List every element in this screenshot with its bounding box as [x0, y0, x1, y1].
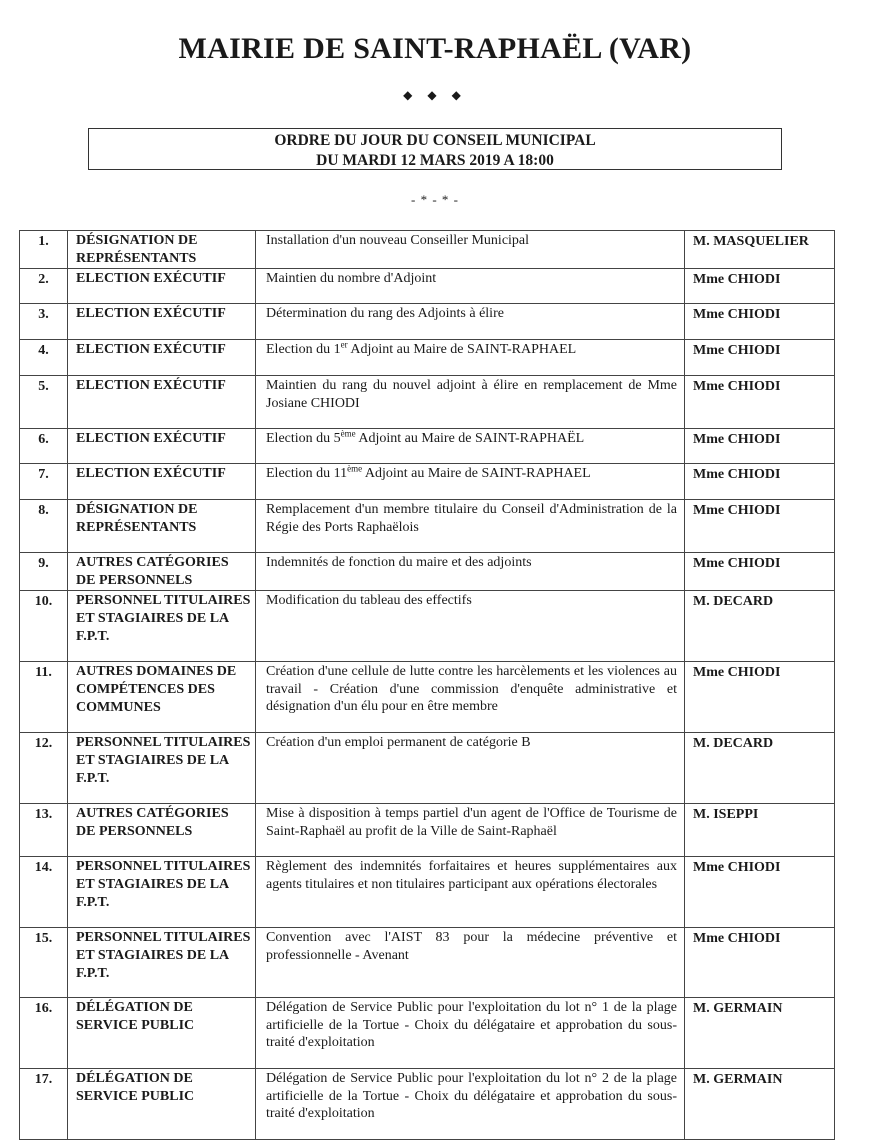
- item-subject: [256, 340, 685, 376]
- item-category: ELECTION EXÉCUTIF: [68, 304, 256, 340]
- table-row: [20, 553, 835, 591]
- item-category: DÉLÉGATION DE SERVICE PUBLIC: [68, 998, 256, 1069]
- item-rapporteur: M. GERMAIN: [685, 998, 835, 1069]
- table-row: [20, 1069, 835, 1140]
- table-row: [20, 857, 835, 928]
- item-subject-text: Election du 1: [266, 342, 341, 357]
- item-category: ELECTION EXÉCUTIF: [68, 464, 256, 500]
- table-row: [20, 733, 835, 804]
- agenda-date: DU MARDI 12 MARS 2019 A 18:00: [316, 152, 554, 169]
- item-number: 10.: [20, 591, 68, 662]
- table-row: [20, 662, 835, 733]
- table-row: [20, 998, 835, 1069]
- table-row: [20, 376, 835, 429]
- item-subject-text: Adjoint au Maire de SAINT-RAPHAEL: [362, 466, 591, 481]
- ordinal-suffix: ème: [340, 428, 356, 439]
- item-rapporteur: M. DECARD: [685, 733, 835, 804]
- item-category: DÉSIGNATION DE REPRÉSENTANTS: [68, 500, 256, 553]
- table-row: [20, 304, 835, 340]
- item-category: PERSONNEL TITULAIRES ET STAGIAIRES DE LA F.P.T.: [68, 733, 256, 804]
- diamond-ornament: ◆ ◆ ◆: [403, 88, 467, 102]
- item-subject-text: Election du 11: [266, 466, 348, 481]
- table-row: [20, 340, 835, 376]
- item-category: AUTRES DOMAINES DE COMPÉTENCES DES COMMUNES: [68, 662, 256, 733]
- item-number: 14.: [20, 857, 68, 928]
- item-subject: Règlement des indemnités forfaitaires et heures supplémentaires aux agents titulaires et non titulaires participant aux opérations électorales: [256, 857, 685, 928]
- item-number: 17.: [20, 1069, 68, 1140]
- item-rapporteur: Mme CHIODI: [685, 928, 835, 998]
- item-number: 15.: [20, 928, 68, 998]
- item-number: 16.: [20, 998, 68, 1069]
- item-subject: Création d'une cellule de lutte contre les harcèlements et les violences au travail - Création d'une commission d'enquête administrative et désignation d'un élu pour en être membre: [256, 662, 685, 733]
- item-subject: Délégation de Service Public pour l'exploitation du lot n° 1 de la plage artificielle de la Tortue - Choix du délégataire et approbation du sous-traité d'exploitation: [256, 998, 685, 1069]
- table-row: [20, 500, 835, 553]
- item-number: 13.: [20, 804, 68, 857]
- item-rapporteur: Mme CHIODI: [685, 340, 835, 376]
- item-number: 12.: [20, 733, 68, 804]
- item-rapporteur: M. GERMAIN: [685, 1069, 835, 1140]
- item-rapporteur: Mme CHIODI: [685, 464, 835, 500]
- item-number: 4.: [20, 340, 68, 376]
- item-rapporteur: Mme CHIODI: [685, 429, 835, 464]
- item-subject: Maintien du nombre d'Adjoint: [256, 269, 685, 304]
- item-rapporteur: M. ISEPPI: [685, 804, 835, 857]
- page-title: MAIRIE DE SAINT-RAPHAËL (VAR): [178, 32, 692, 65]
- item-number: 2.: [20, 269, 68, 304]
- item-number: 3.: [20, 304, 68, 340]
- item-number: 5.: [20, 376, 68, 429]
- item-number: 6.: [20, 429, 68, 464]
- item-rapporteur: Mme CHIODI: [685, 857, 835, 928]
- item-category: ELECTION EXÉCUTIF: [68, 376, 256, 429]
- item-subject: Délégation de Service Public pour l'exploitation du lot n° 2 de la plage artificielle de la Tortue - Choix du délégataire et approbation du sous-traité d'exploitation: [256, 1069, 685, 1140]
- item-subject: Indemnités de fonction du maire et des adjoints: [256, 553, 685, 591]
- item-category: DÉSIGNATION DE REPRÉSENTANTS: [68, 231, 256, 269]
- item-subject: Maintien du rang du nouvel adjoint à élire en remplacement de Mme Josiane CHIODI: [256, 376, 685, 429]
- item-category: ELECTION EXÉCUTIF: [68, 340, 256, 376]
- ordinal-suffix: ème: [347, 463, 363, 474]
- item-rapporteur: Mme CHIODI: [685, 269, 835, 304]
- item-subject: [256, 464, 685, 500]
- item-category: DÉLÉGATION DE SERVICE PUBLIC: [68, 1069, 256, 1140]
- item-category: PERSONNEL TITULAIRES ET STAGIAIRES DE LA F.P.T.: [68, 928, 256, 998]
- item-subject-text: Election du 5: [266, 431, 341, 446]
- table-row: [20, 804, 835, 857]
- item-rapporteur: Mme CHIODI: [685, 553, 835, 591]
- item-subject: Installation d'un nouveau Conseiller Municipal: [256, 231, 685, 269]
- item-category: PERSONNEL TITULAIRES ET STAGIAIRES DE LA F.P.T.: [68, 857, 256, 928]
- item-number: 9.: [20, 553, 68, 591]
- agenda-title-box: [88, 128, 782, 170]
- agenda-table: [19, 230, 835, 1140]
- item-subject-text: Adjoint au Maire de SAINT-RAPHAËL: [355, 431, 585, 446]
- item-number: 11.: [20, 662, 68, 733]
- item-category: ELECTION EXÉCUTIF: [68, 269, 256, 304]
- table-row: [20, 464, 835, 500]
- item-subject: Création d'un emploi permanent de catégorie B: [256, 733, 685, 804]
- item-rapporteur: Mme CHIODI: [685, 304, 835, 340]
- item-rapporteur: M. MASQUELIER: [685, 231, 835, 269]
- item-subject: Modification du tableau des effectifs: [256, 591, 685, 662]
- table-row: [20, 591, 835, 662]
- separator: - * - * -: [411, 192, 459, 207]
- item-subject: Convention avec l'AIST 83 pour la médecine préventive et professionnelle - Avenant: [256, 928, 685, 998]
- item-category: AUTRES CATÉGORIES DE PERSONNELS: [68, 553, 256, 591]
- item-rapporteur: M. DECARD: [685, 591, 835, 662]
- item-number: 7.: [20, 464, 68, 500]
- item-subject: [256, 429, 685, 464]
- item-category: ELECTION EXÉCUTIF: [68, 429, 256, 464]
- item-category: PERSONNEL TITULAIRES ET STAGIAIRES DE LA F.P.T.: [68, 591, 256, 662]
- item-number: 1.: [20, 231, 68, 269]
- table-row: [20, 231, 835, 269]
- table-row: [20, 269, 835, 304]
- item-rapporteur: Mme CHIODI: [685, 500, 835, 553]
- ordinal-suffix: er: [340, 339, 348, 350]
- item-subject: Mise à disposition à temps partiel d'un agent de l'Office de Tourisme de Saint-Raphaël au profit de la Ville de Saint-Raphaël: [256, 804, 685, 857]
- item-subject: Détermination du rang des Adjoints à élire: [256, 304, 685, 340]
- item-subject: Remplacement d'un membre titulaire du Conseil d'Administration de la Régie des Ports Raphaëlois: [256, 500, 685, 553]
- item-category: AUTRES CATÉGORIES DE PERSONNELS: [68, 804, 256, 857]
- item-rapporteur: Mme CHIODI: [685, 376, 835, 429]
- item-rapporteur: Mme CHIODI: [685, 662, 835, 733]
- agenda-title: ORDRE DU JOUR DU CONSEIL MUNICIPAL: [274, 132, 596, 149]
- table-row: [20, 429, 835, 464]
- item-number: 8.: [20, 500, 68, 553]
- item-subject-text: Adjoint au Maire de SAINT-RAPHAEL: [347, 342, 577, 357]
- table-row: [20, 928, 835, 998]
